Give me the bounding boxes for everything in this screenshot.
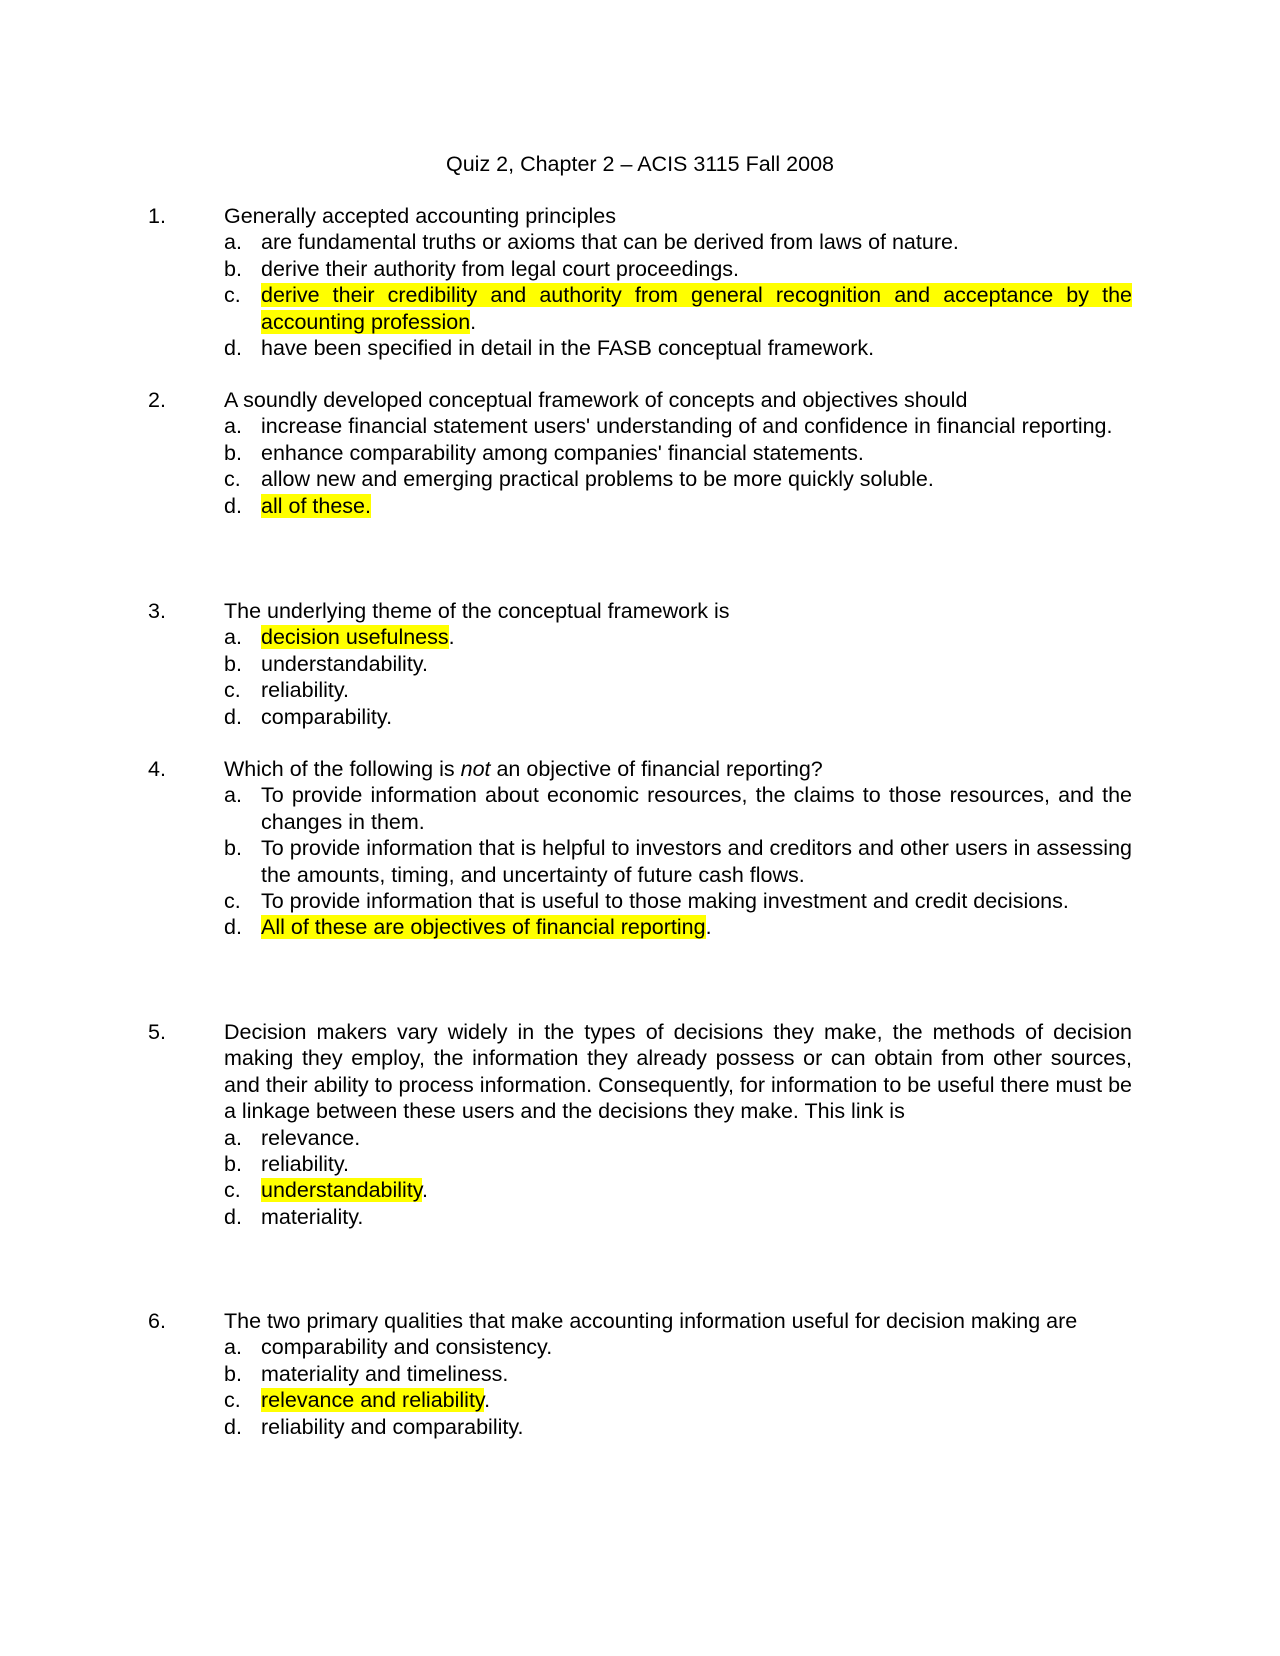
option-text: materiality. [261,1204,364,1229]
question-stem: A soundly developed conceptual framework of concepts and objectives should [224,388,968,412]
question-4 [148,756,1132,941]
option-letter: a. [224,414,242,439]
option-letter: c. [224,1178,241,1203]
option-d [224,335,1132,361]
option-text: reliability. [261,678,350,703]
option-text: are fundamental truths or axioms that can be derived from laws of nature. [261,230,959,255]
option-a [224,624,1132,650]
answer-options [224,229,1132,361]
option-letter: d. [224,704,242,729]
option-b [224,651,1132,677]
option-letter: b. [224,651,242,676]
question-number: 6. [148,1309,166,1333]
question-3 [148,598,1132,730]
option-text: enhance comparability among companies' financial statements. [261,440,864,465]
question-number: 5. [148,1020,166,1044]
option-letter: d. [224,336,242,361]
option-d [224,704,1132,730]
option-letter: d. [224,1204,242,1229]
option-b [224,1361,1132,1387]
option-letter: a. [224,783,242,808]
question-stem: The two primary qualities that make accounting information useful for decision making are [224,1309,1078,1333]
page-title: Quiz 2, Chapter 2 – ACIS 3115 Fall 2008 [445,152,835,176]
option-text: derive their authority from legal court proceedings. [261,256,740,281]
option-text: comparability. [261,704,393,729]
option-text: To provide information that is useful to those making investment and credit decisions. [261,889,1069,914]
option-suffix: . [421,1178,428,1203]
question-stem [224,756,1132,782]
highlighted-answer: relevance and reliability [261,1388,485,1413]
option-letter: c. [224,467,241,492]
highlighted-answer: decision usefulness [261,625,449,650]
option-letter: a. [224,1125,242,1150]
question-2 [148,387,1132,519]
option-d [224,914,1132,940]
option-a [224,1125,1132,1151]
option-suffix: . [448,625,455,650]
question-number: 4. [148,757,166,781]
option-c [224,282,1132,335]
option-letter: c. [224,1388,241,1413]
option-a [224,1334,1132,1360]
option-c [224,677,1132,703]
option-c [224,466,1132,492]
option-c [224,1387,1132,1413]
answer-options [224,624,1132,730]
option-text: reliability. [261,1152,350,1177]
option-letter: c. [224,889,241,914]
question-5 [148,1019,1132,1230]
option-a [224,782,1132,835]
answer-options [224,1334,1132,1440]
option-text: have been specified in detail in the FASB conceptual framework. [261,336,875,361]
question-stem: The underlying theme of the conceptual framework is [224,599,730,623]
option-suffix: . [705,915,712,940]
option-a [224,229,1132,255]
option-d [224,493,1132,519]
option-a [224,413,1132,439]
option-letter: b. [224,836,242,861]
option-suffix: . [470,309,477,334]
option-letter: d. [224,493,242,518]
answer-options [224,782,1132,940]
option-text: reliability and comparability. [261,1414,524,1439]
answer-options [224,1125,1132,1231]
option-d [224,1204,1132,1230]
option-text: To provide information that is helpful to investors and creditors and other users in assessing the amounts, timing, and uncertainty of future cash flows. [261,836,1132,887]
option-text: comparability and consistency. [261,1335,553,1360]
option-letter: a. [224,1335,242,1360]
option-c [224,1177,1132,1203]
question-number: 3. [148,599,166,623]
answer-options [224,413,1132,519]
option-text: To provide information about economic resources, the claims to those resources, and the changes in them. [261,783,1132,834]
question-1 [148,203,1132,361]
option-c [224,888,1132,914]
option-letter: d. [224,1414,242,1439]
option-b [224,440,1132,466]
option-letter: c. [224,283,241,308]
option-b [224,1151,1132,1177]
stem-emphasis: not [460,757,491,781]
highlighted-answer: understandability [261,1178,422,1203]
stem-text: an objective of financial reporting? [490,757,823,781]
option-letter: b. [224,440,242,465]
option-text: materiality and timeliness. [261,1361,509,1386]
option-letter: a. [224,625,242,650]
stem-text: Which of the following is [224,757,461,781]
question-stem: Decision makers vary widely in the types of decisions they make, the methods of decision making they employ, the information they already possess or can obtain from other sources, and their ability to process information. Consequently, for information to be useful there must be a linkage between these users and the decisions they make. This link is [224,1020,1132,1124]
highlighted-answer: All of these are objectives of financial reporting [261,915,706,940]
question-6 [148,1308,1132,1440]
option-letter: c. [224,678,241,703]
option-text: understandability. [261,651,428,676]
option-letter: b. [224,1361,242,1386]
question-number: 2. [148,388,166,412]
option-text: allow new and emerging practical problems to be more quickly soluble. [261,467,934,492]
option-letter: b. [224,1152,242,1177]
option-letter: b. [224,256,242,281]
option-b [224,835,1132,888]
option-d [224,1414,1132,1440]
option-text: increase financial statement users' understanding of and confidence in financial reporting. [261,414,1113,439]
highlighted-answer: all of these. [261,493,371,518]
question-number: 1. [148,204,166,228]
option-text: relevance. [261,1125,361,1150]
option-suffix: . [484,1388,491,1413]
highlighted-answer: derive their credibility and authority from general recognition and acceptance by the accounting profession [261,283,1132,334]
question-stem: Generally accepted accounting principles [224,204,617,228]
option-letter: a. [224,230,242,255]
option-b [224,256,1132,282]
option-letter: d. [224,915,242,940]
